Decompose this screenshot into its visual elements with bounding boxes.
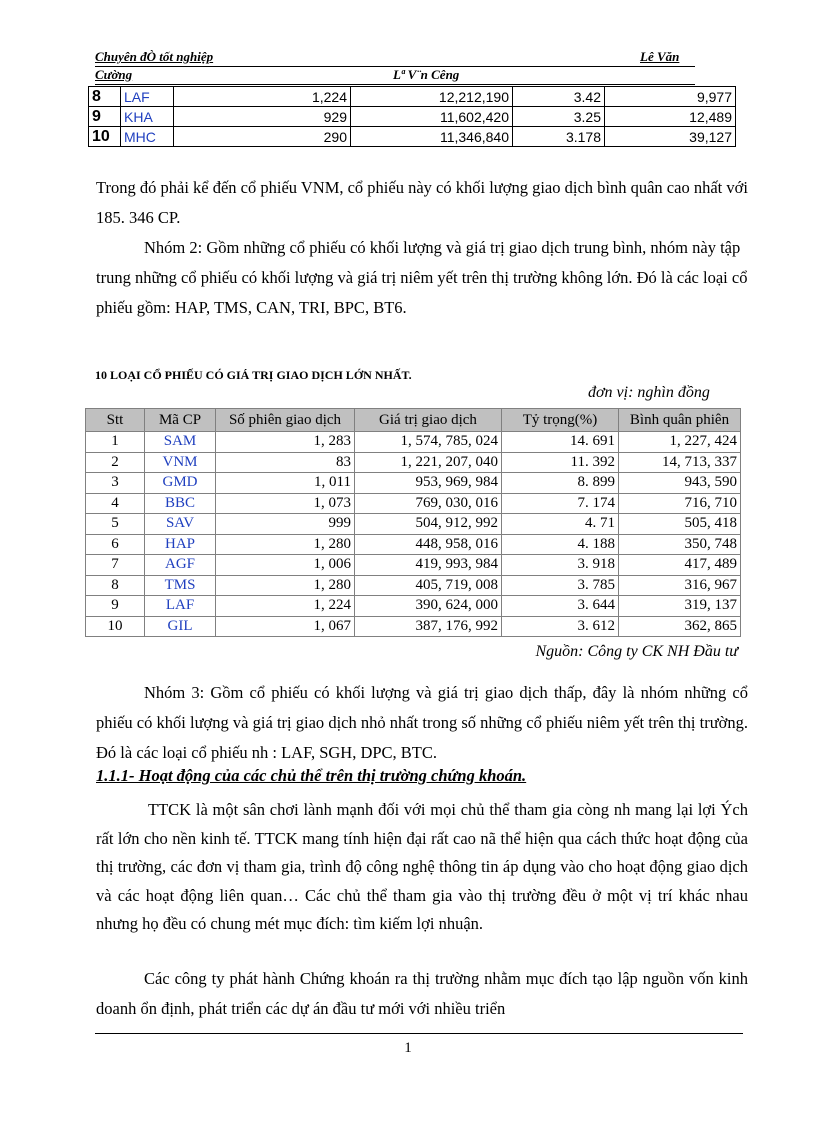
weight-cell: 3. 644 bbox=[502, 596, 619, 617]
code-cell: GMD bbox=[145, 473, 216, 494]
table-row bbox=[89, 87, 736, 107]
table-title: 10 LOẠI CỔ PHIẾU CÓ GIÁ TRỊ GIAO DỊCH LỚN NHẤT. bbox=[95, 368, 412, 382]
weight-cell: 11. 392 bbox=[502, 452, 619, 473]
value-cell: 405, 719, 008 bbox=[355, 575, 502, 596]
code-cell: LAF bbox=[145, 596, 216, 617]
stt-cell: 10 bbox=[86, 616, 145, 637]
code-cell: SAM bbox=[145, 432, 216, 453]
avg-cell: 350, 748 bbox=[619, 534, 741, 555]
code-cell: VNM bbox=[145, 452, 216, 473]
value-cell: 953, 969, 984 bbox=[355, 473, 502, 494]
stt-cell: 9 bbox=[86, 596, 145, 617]
code-cell: GIL bbox=[145, 616, 216, 637]
sessions-cell: 1, 283 bbox=[216, 432, 355, 453]
code-cell: MHC bbox=[121, 127, 174, 147]
stt-cell: 1 bbox=[86, 432, 145, 453]
header-right: Lê Văn bbox=[640, 49, 680, 64]
stt-cell: 3 bbox=[86, 473, 145, 494]
value-cell: 419, 993, 984 bbox=[355, 555, 502, 576]
header-continuation: Cường bbox=[95, 67, 133, 82]
stt-cell: 5 bbox=[86, 514, 145, 535]
code-cell: TMS bbox=[145, 575, 216, 596]
table-row bbox=[86, 534, 741, 555]
value-cell: 387, 176, 992 bbox=[355, 616, 502, 637]
weight-cell: 8. 899 bbox=[502, 473, 619, 494]
paragraph-group-3: Nhóm 3: Gồm cổ phiếu có khối lượng và giá trị giao dịch thấp, đây là nhóm những cổ phiếu có khối lượng và giá trị giao dịch nhỏ nhất trong số những cổ phiếu niêm yết trên thị trường. Đó là các loại cổ phiếu nh : LAF, SGH, DPC, BTC. bbox=[96, 683, 748, 762]
avg-cell: 943, 590 bbox=[619, 473, 741, 494]
weight-cell: 4. 188 bbox=[502, 534, 619, 555]
sessions-cell: 1, 006 bbox=[216, 555, 355, 576]
value-cell: 1,224 bbox=[174, 87, 351, 107]
stt-cell: 8 bbox=[86, 575, 145, 596]
unit-label: đơn vị: nghìn đồng bbox=[588, 384, 710, 401]
header-left: Chuyên đÒ tốt nghiệp bbox=[95, 49, 214, 64]
sessions-cell: 1, 067 bbox=[216, 616, 355, 637]
value-cell: 769, 030, 016 bbox=[355, 493, 502, 514]
stt-cell: 7 bbox=[86, 555, 145, 576]
table-row bbox=[89, 107, 736, 127]
col-header-weight: Tỷ trọng(%) bbox=[502, 409, 619, 432]
sessions-cell: 1, 280 bbox=[216, 534, 355, 555]
section-heading: 1.1.1- Hoạt động của các chủ thể trên thị trường chứng khoán. bbox=[96, 766, 527, 785]
value-cell: 390, 624, 000 bbox=[355, 596, 502, 617]
avg-cell: 417, 489 bbox=[619, 555, 741, 576]
value-cell: 3.42 bbox=[513, 87, 605, 107]
table-row bbox=[86, 432, 741, 453]
stt-cell: 8 bbox=[89, 87, 121, 107]
value-cell: 448, 958, 016 bbox=[355, 534, 502, 555]
value-cell: 929 bbox=[174, 107, 351, 127]
value-cell: 1, 221, 207, 040 bbox=[355, 452, 502, 473]
value-cell: 12,489 bbox=[605, 107, 736, 127]
paragraph-group-2: Nhóm 2: Gồm những cổ phiếu có khối lượng và giá trị giao dịch trung bình, nhóm này tập trung những cổ phiếu có khối lượng và giá trị niêm yết trên thị trường không lớn. Đó là các loại cổ phiếu gồm: HAP, TMS, CAN, TRI, BPC, BT6. bbox=[96, 238, 748, 317]
weight-cell: 3. 918 bbox=[502, 555, 619, 576]
top10-table bbox=[85, 408, 741, 637]
sessions-cell: 1, 011 bbox=[216, 473, 355, 494]
continuation-table bbox=[88, 86, 736, 147]
value-cell: 11,602,420 bbox=[351, 107, 513, 127]
page-number: 1 bbox=[404, 1040, 412, 1056]
avg-cell: 14, 713, 337 bbox=[619, 452, 741, 473]
sessions-cell: 83 bbox=[216, 452, 355, 473]
stt-cell: 6 bbox=[86, 534, 145, 555]
table-row bbox=[86, 473, 741, 494]
value-cell: 3.178 bbox=[513, 127, 605, 147]
code-cell: BBC bbox=[145, 493, 216, 514]
header-center: Lª V¨n Cêng bbox=[393, 67, 460, 82]
sessions-cell: 999 bbox=[216, 514, 355, 535]
col-header-avg: Bình quân phiên bbox=[619, 409, 741, 432]
col-header-stt: Stt bbox=[86, 409, 145, 432]
code-cell: HAP bbox=[145, 534, 216, 555]
stt-cell: 2 bbox=[86, 452, 145, 473]
value-cell: 504, 912, 992 bbox=[355, 514, 502, 535]
avg-cell: 316, 967 bbox=[619, 575, 741, 596]
header-rule-2 bbox=[95, 84, 695, 85]
avg-cell: 1, 227, 424 bbox=[619, 432, 741, 453]
table-row bbox=[86, 514, 741, 535]
col-header-code: Mã CP bbox=[145, 409, 216, 432]
table-row bbox=[86, 555, 741, 576]
value-cell: 12,212,190 bbox=[351, 87, 513, 107]
table-header-row bbox=[86, 409, 741, 432]
value-cell: 9,977 bbox=[605, 87, 736, 107]
weight-cell: 14. 691 bbox=[502, 432, 619, 453]
code-cell: SAV bbox=[145, 514, 216, 535]
code-cell: LAF bbox=[121, 87, 174, 107]
value-cell: 290 bbox=[174, 127, 351, 147]
value-cell: 1, 574, 785, 024 bbox=[355, 432, 502, 453]
paragraph-issuers: Các công ty phát hành Chứng khoán ra thị trường nhằm mục đích tạo lập nguồn vốn kinh doanh ổn định, phát triển các dự án đầu tư mới với nhiều triển bbox=[96, 969, 748, 1018]
code-cell: KHA bbox=[121, 107, 174, 127]
weight-cell: 7. 174 bbox=[502, 493, 619, 514]
stt-cell: 10 bbox=[89, 127, 121, 147]
sessions-cell: 1, 073 bbox=[216, 493, 355, 514]
source-note: Nguồn: Công ty CK NH Đầu tư bbox=[535, 643, 738, 660]
weight-cell: 4. 71 bbox=[502, 514, 619, 535]
table-row bbox=[89, 127, 736, 147]
avg-cell: 319, 137 bbox=[619, 596, 741, 617]
paragraph-vnm: Trong đó phải kể đến cổ phiếu VNM, cổ phiếu này có khối lượng giao dịch bình quân cao nhất với 185. 346 CP. bbox=[96, 178, 748, 227]
code-cell: AGF bbox=[145, 555, 216, 576]
col-header-sessions: Số phiên giao dịch bbox=[216, 409, 355, 432]
col-header-value: Giá trị giao dịch bbox=[355, 409, 502, 432]
avg-cell: 362, 865 bbox=[619, 616, 741, 637]
value-cell: 3.25 bbox=[513, 107, 605, 127]
avg-cell: 716, 710 bbox=[619, 493, 741, 514]
table-row bbox=[86, 596, 741, 617]
value-cell: 39,127 bbox=[605, 127, 736, 147]
weight-cell: 3. 612 bbox=[502, 616, 619, 637]
table-row bbox=[86, 493, 741, 514]
table-row bbox=[86, 452, 741, 473]
avg-cell: 505, 418 bbox=[619, 514, 741, 535]
sessions-cell: 1, 280 bbox=[216, 575, 355, 596]
table-row bbox=[86, 616, 741, 637]
value-cell: 11,346,840 bbox=[351, 127, 513, 147]
sessions-cell: 1, 224 bbox=[216, 596, 355, 617]
table-row bbox=[86, 575, 741, 596]
stt-cell: 4 bbox=[86, 493, 145, 514]
paragraph-ttck: TTCK là một sân chơi lành mạnh đối với mọi chủ thể tham gia còng nh mang lại lợi Ých rất lớn cho nền kinh tế. TTCK mang tính hiện đại rất cao nã thể hiện qua cách thức hoạt động của thị trường, các đơn vị tham gia, trình độ công nghệ thông tin áp dụng vào cho hoạt động giao dịch và các hoạt động liên quan… Các chủ thể tham gia vào thị trường đều ở một vị trí khác nhau nhưng họ đều có chung mét mục đích: tìm kiếm lợi nhuận. bbox=[96, 800, 748, 933]
weight-cell: 3. 785 bbox=[502, 575, 619, 596]
stt-cell: 9 bbox=[89, 107, 121, 127]
footer-rule bbox=[95, 1033, 743, 1034]
